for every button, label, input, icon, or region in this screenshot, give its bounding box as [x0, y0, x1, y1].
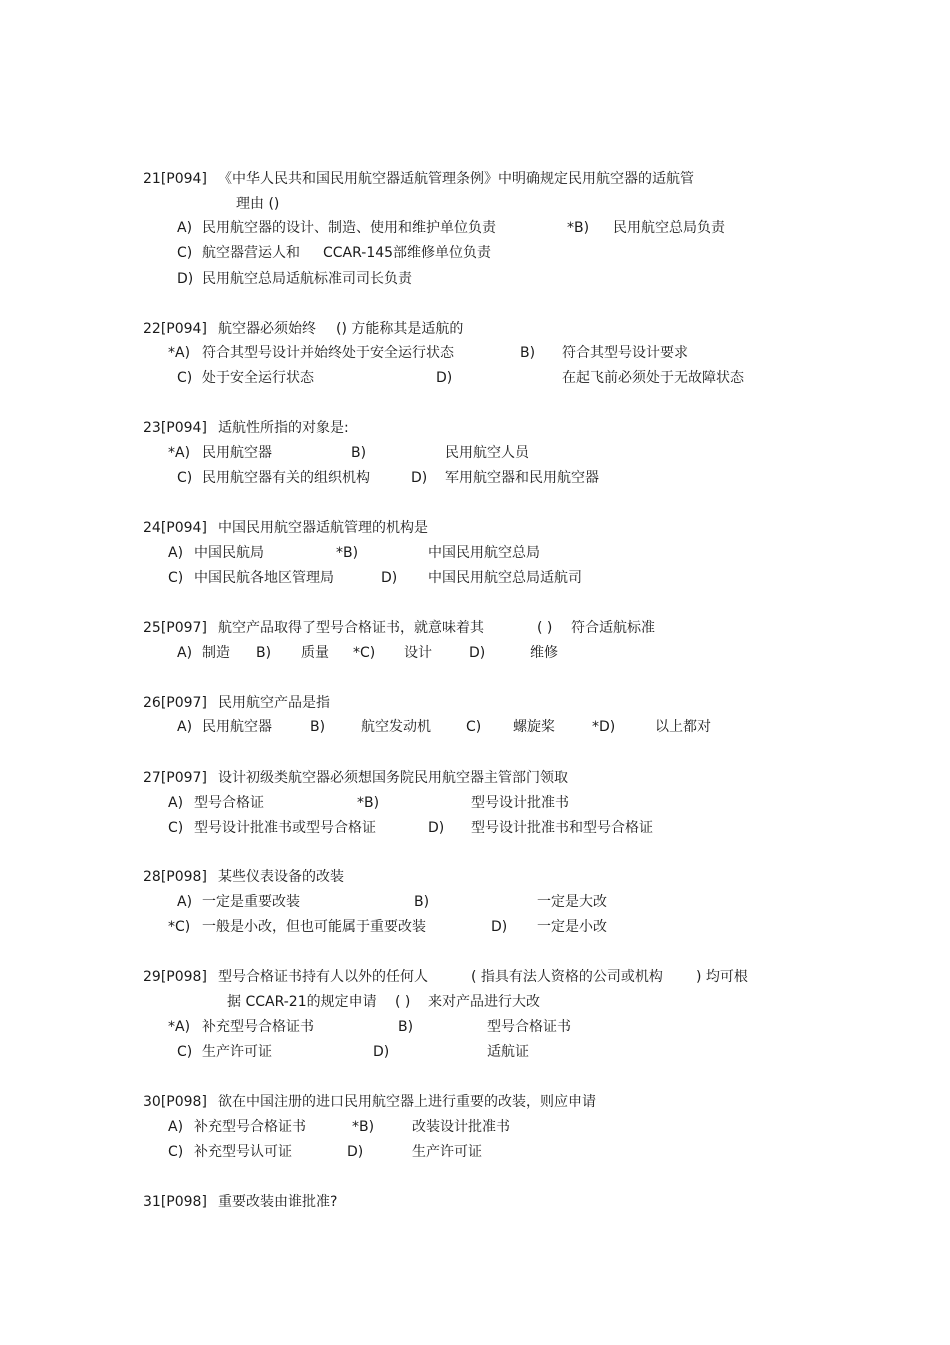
option-label: A)	[168, 545, 184, 561]
question-text: 某些仪表设备的改装	[218, 869, 344, 885]
option-label: *B)	[336, 545, 359, 561]
option-text: 民用航空器有关的组织机构	[202, 470, 370, 486]
question-number: 28[P098]	[143, 869, 207, 885]
question-text: 《中华人民共和国民用航空器适航管理条例》中明确规定民用航空器的适航管	[218, 171, 694, 187]
option-text: 补充型号认可证	[194, 1144, 292, 1160]
option-label: A)	[177, 645, 193, 661]
option-label: D)	[428, 820, 445, 836]
question-blank: ( )	[537, 620, 553, 636]
option-label: *A)	[168, 1019, 191, 1035]
option-label: *A)	[168, 445, 191, 461]
question-text-cont: ) 均可根	[696, 969, 748, 985]
option-label: C)	[466, 719, 482, 735]
option-label: C)	[168, 820, 184, 836]
option-label: D)	[436, 370, 453, 386]
option-text: 民用航空总局适航标准司司长负责	[202, 271, 412, 287]
question-text-cont: 来对产品进行大改	[428, 994, 540, 1010]
option-label: *C)	[168, 919, 191, 935]
option-text: 处于安全运行状态	[202, 370, 314, 386]
option-text: 中国民用航空总局	[428, 545, 540, 561]
option-text: 补充型号合格证书	[194, 1119, 306, 1135]
question-text: 适航性所指的对象是:	[218, 420, 349, 436]
option-text: 型号设计批准书或型号合格证	[194, 820, 376, 836]
option-label: A)	[177, 894, 193, 910]
option-label: D)	[373, 1044, 390, 1060]
option-label: B)	[256, 645, 272, 661]
question-blank: ( )	[395, 994, 411, 1010]
question-text: 设计初级类航空器必须想国务院民用航空器主管部门领取	[218, 770, 568, 786]
option-label: B)	[310, 719, 326, 735]
question-text: 航空器必须始终	[218, 321, 316, 337]
option-label: C)	[168, 570, 184, 586]
option-text: 中国民航各地区管理局	[194, 570, 334, 586]
question-text: 航空产品取得了型号合格证书，就意味着其	[218, 620, 484, 636]
question-text: 重要改装由谁批准?	[218, 1194, 338, 1210]
option-label: C)	[177, 470, 193, 486]
option-text: 质量	[301, 645, 329, 661]
question-number: 21[P094]	[143, 171, 207, 187]
option-label: B)	[398, 1019, 414, 1035]
option-text: 维修	[530, 645, 558, 661]
question-number: 31[P098]	[143, 1194, 207, 1210]
question-number: 29[P098]	[143, 969, 207, 985]
option-text: 制造	[202, 645, 230, 661]
option-label: D)	[491, 919, 508, 935]
option-label: *A)	[168, 345, 191, 361]
question-number: 26[P097]	[143, 695, 207, 711]
option-label: A)	[177, 220, 193, 236]
option-text: 适航证	[487, 1044, 529, 1060]
option-label: B)	[351, 445, 367, 461]
option-label: *C)	[353, 645, 376, 661]
option-label: *B)	[352, 1119, 375, 1135]
option-text: 中国民航局	[194, 545, 264, 561]
option-text: 改装设计批准书	[412, 1119, 510, 1135]
option-label: *B)	[357, 795, 380, 811]
question-text: 民用航空产品是指	[218, 695, 330, 711]
option-text: 在起飞前必须处于无故障状态	[562, 370, 744, 386]
option-text: 螺旋桨	[513, 719, 555, 735]
option-label: A)	[168, 1119, 184, 1135]
question-text: 欲在中国注册的进口民用航空器上进行重要的改装，则应申请	[218, 1094, 596, 1110]
option-text: 民用航空器	[202, 445, 272, 461]
option-text: 一定是重要改装	[202, 894, 300, 910]
option-text: 型号设计批准书和型号合格证	[471, 820, 653, 836]
question-text-cont: ( 指具有法人资格的公司或机构	[471, 969, 663, 985]
option-label: *B)	[567, 220, 590, 236]
option-label: D)	[381, 570, 398, 586]
option-label: C)	[177, 370, 193, 386]
option-label: C)	[177, 245, 193, 261]
option-label: A)	[177, 719, 193, 735]
option-text: 一定是大改	[537, 894, 607, 910]
question-number: 22[P094]	[143, 321, 207, 337]
option-text: 以上都对	[655, 719, 711, 735]
question-text-line2: 据 CCAR-21的规定申请	[227, 994, 377, 1010]
option-text: 型号合格证书	[487, 1019, 571, 1035]
question-number: 25[P097]	[143, 620, 207, 636]
option-label: *D)	[592, 719, 616, 735]
option-text: 航空器营运人和	[202, 245, 300, 261]
option-text: 民用航空器	[202, 719, 272, 735]
option-text: 型号设计批准书	[471, 795, 569, 811]
question-number: 24[P094]	[143, 520, 207, 536]
option-text: 设计	[404, 645, 432, 661]
question-number: 27[P097]	[143, 770, 207, 786]
question-text-cont: 理由 ()	[236, 196, 280, 212]
option-text: 符合其型号设计并始终处于安全运行状态	[202, 345, 454, 361]
question-number: 23[P094]	[143, 420, 207, 436]
option-text: 生产许可证	[202, 1044, 272, 1060]
option-label: D)	[347, 1144, 364, 1160]
option-text: 航空发动机	[361, 719, 431, 735]
option-text: 民用航空总局负责	[613, 220, 725, 236]
question-text-cont: () 方能称其是适航的	[336, 321, 464, 337]
question-text-cont: 符合适航标准	[571, 620, 655, 636]
option-label: D)	[411, 470, 428, 486]
option-text: 符合其型号设计要求	[562, 345, 688, 361]
option-label: B)	[414, 894, 430, 910]
option-label: C)	[177, 1044, 193, 1060]
option-label: A)	[168, 795, 184, 811]
option-text-cont: CCAR-145部维修单位负责	[323, 245, 492, 261]
option-text: 军用航空器和民用航空器	[445, 470, 599, 486]
option-text: 型号合格证	[194, 795, 264, 811]
option-text: 民用航空人员	[445, 445, 529, 461]
option-label: D)	[469, 645, 486, 661]
option-label: D)	[177, 271, 194, 287]
option-text: 补充型号合格证书	[202, 1019, 314, 1035]
option-label: C)	[168, 1144, 184, 1160]
question-text: 中国民用航空器适航管理的机构是	[218, 520, 428, 536]
option-text: 民用航空器的设计、制造、使用和维护单位负责	[202, 220, 496, 236]
option-text: 中国民用航空总局适航司	[428, 570, 582, 586]
question-text: 型号合格证书持有人以外的任何人	[218, 969, 428, 985]
question-number: 30[P098]	[143, 1094, 207, 1110]
option-label: B)	[520, 345, 536, 361]
option-text: 生产许可证	[412, 1144, 482, 1160]
option-text: 一定是小改	[537, 919, 607, 935]
option-text: 一般是小改，但也可能属于重要改装	[202, 919, 426, 935]
